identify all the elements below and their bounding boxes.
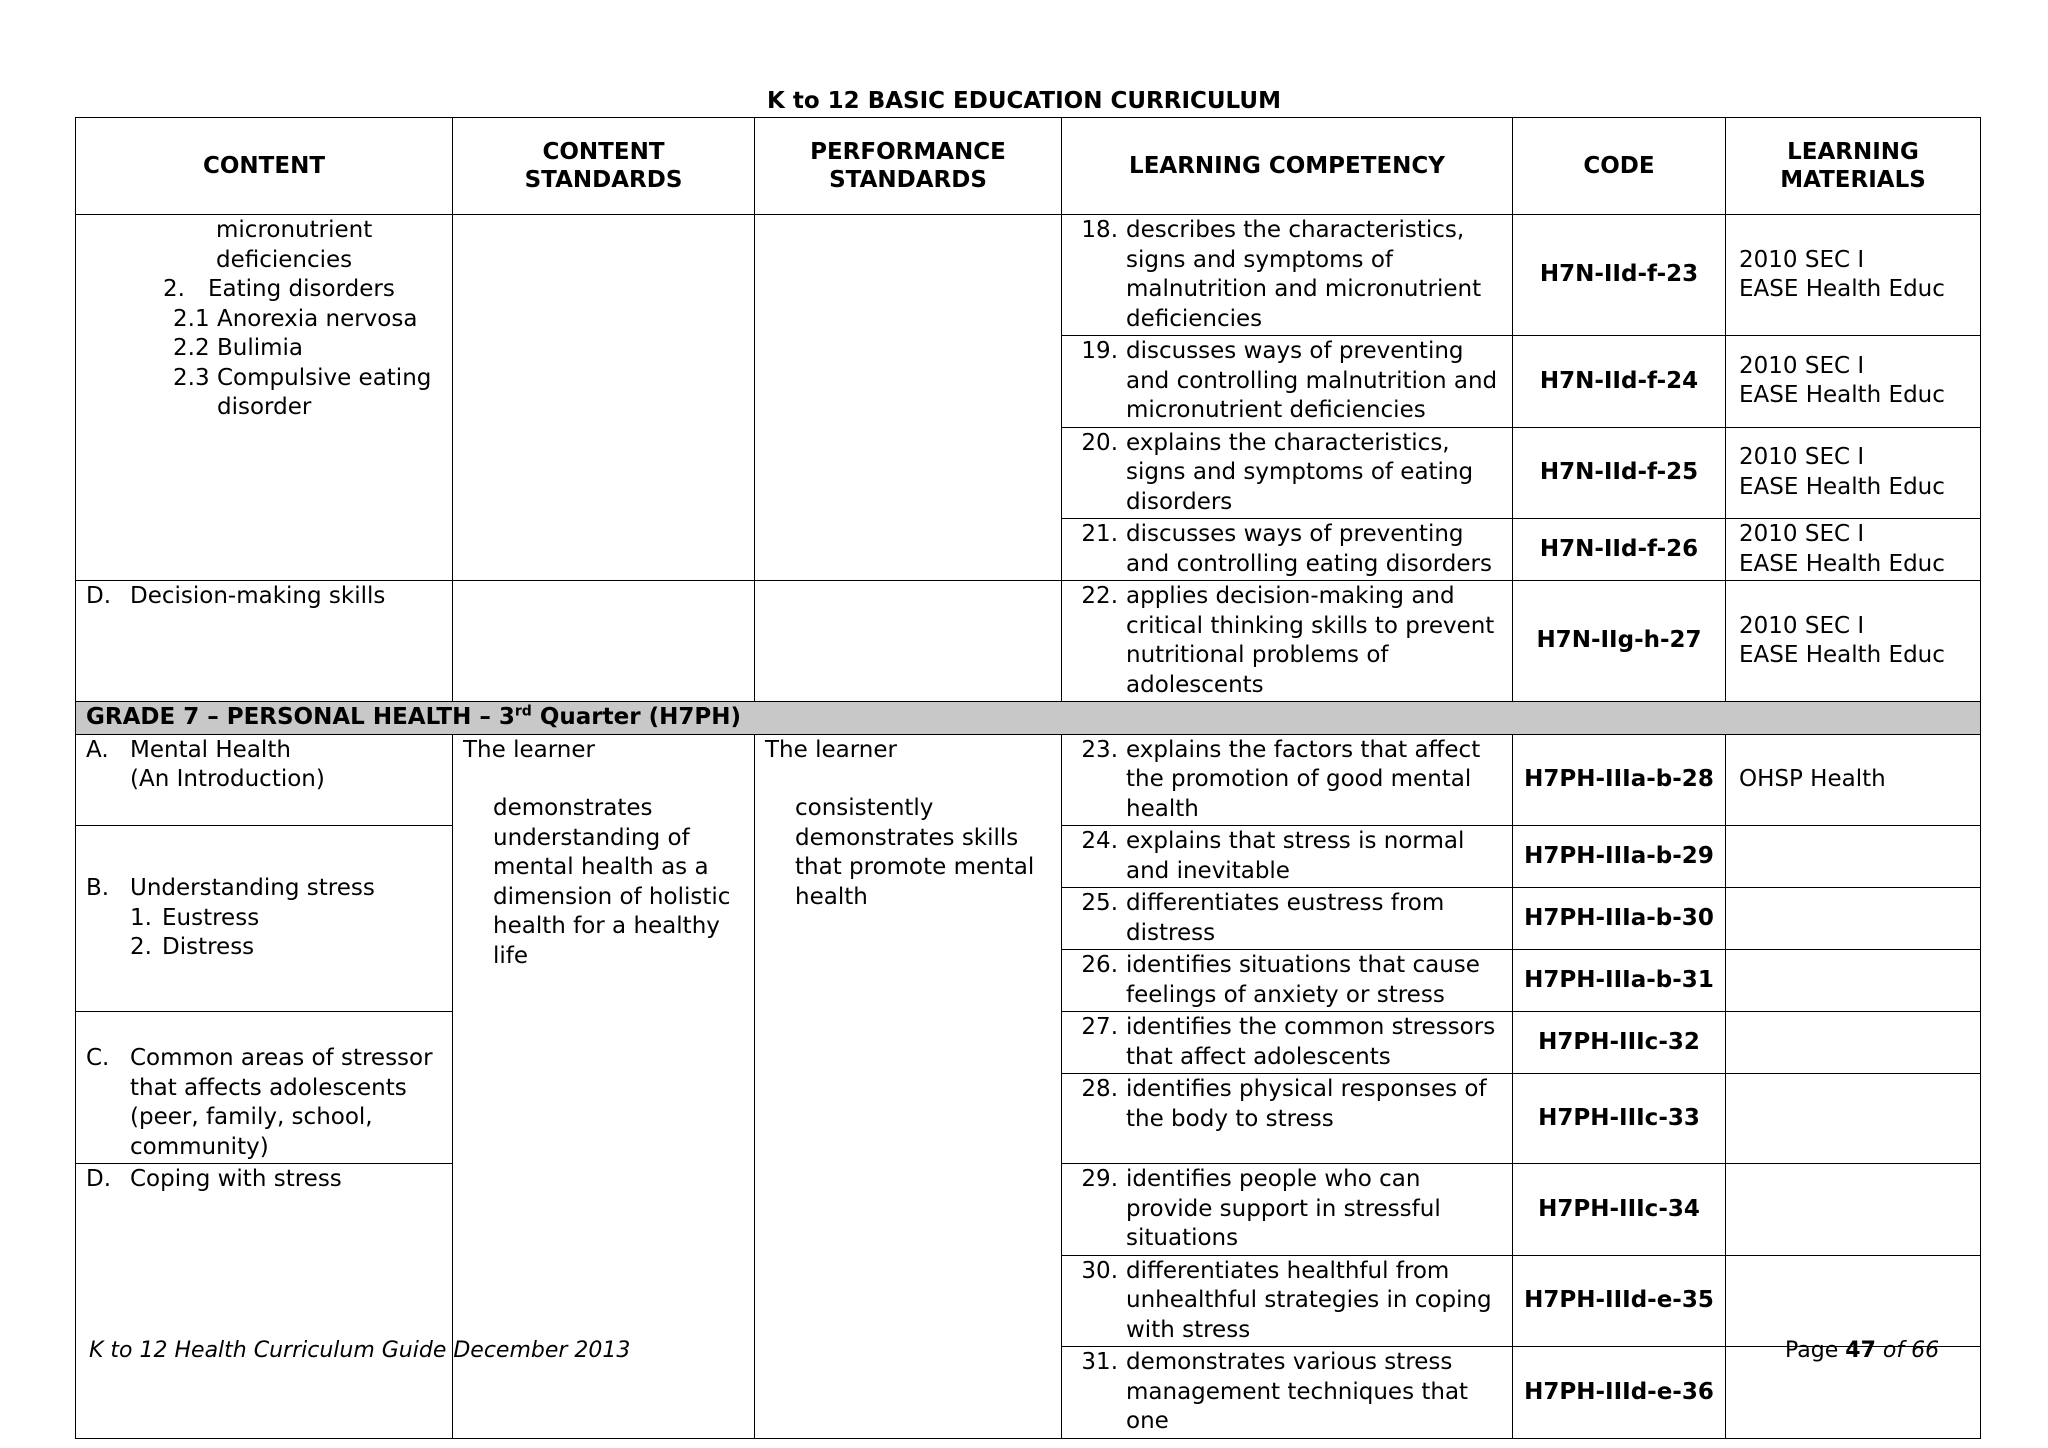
col-code: CODE — [1513, 118, 1726, 215]
content-cell: B. Understanding stress 1. Eustress 2. Distress — [76, 826, 453, 1012]
table-row — [76, 581, 1981, 702]
competency-cell: 20. explains the characteristics, signs and symptoms of eating disorders — [1062, 427, 1513, 519]
code-cell: H7N-IId-f-25 — [1513, 427, 1726, 519]
curriculum-table — [75, 117, 1981, 1439]
competency-cell: 25. differentiates eustress from distress — [1062, 888, 1513, 950]
code-cell: H7PH-IIIa-b-28 — [1513, 734, 1726, 826]
page-title: K to 12 BASIC EDUCATION CURRICULUM — [767, 88, 1281, 114]
content-cell: A. Mental Health (An Introduction) — [76, 734, 453, 826]
materials-cell: 2010 SEC I EASE Health Educ — [1726, 519, 1981, 581]
materials-cell — [1726, 1255, 1981, 1347]
code-cell: H7PH-IIIa-b-31 — [1513, 950, 1726, 1012]
materials-cell: 2010 SEC I EASE Health Educ — [1726, 336, 1981, 428]
content-standard-cell: The learner demonstrates understanding of mental health as a dimension of holistic health for a healthy life — [453, 734, 755, 1438]
materials-cell — [1726, 1074, 1981, 1164]
performance-standard-cell: The learner consistently demonstrates skills that promote mental health — [755, 734, 1062, 1438]
content-standard-cell — [453, 581, 755, 702]
content-cell: micronutrient deficiencies 2. Eating disorders 2.1 Anorexia nervosa 2.2 Bulimia 2.3 Compulsive eating disorder — [76, 215, 453, 581]
code-cell: H7PH-IIIc-32 — [1513, 1012, 1726, 1074]
footer-guide-title: K to 12 Health Curriculum Guide December 2013 — [89, 1338, 631, 1363]
code-cell: H7N-IId-f-24 — [1513, 336, 1726, 428]
code-cell: H7N-IId-f-26 — [1513, 519, 1726, 581]
content-cell: C. Common areas of stressor that affects adolescents (peer, family, school, community) — [76, 1012, 453, 1164]
competency-cell: 27. identifies the common stressors that affect adolescents — [1062, 1012, 1513, 1074]
materials-cell: 2010 SEC I EASE Health Educ — [1726, 215, 1981, 336]
footer-page-number: Page 47 of 66 — [1785, 1338, 1940, 1363]
code-cell: H7N-IId-f-23 — [1513, 215, 1726, 336]
competency-cell: 18. describes the characteristics, signs and symptoms of malnutrition and micronutrient deficiencies — [1062, 215, 1513, 336]
materials-cell — [1726, 826, 1981, 888]
materials-cell — [1726, 1164, 1981, 1256]
col-performance-standards: PERFORMANCE STANDARDS — [755, 118, 1062, 215]
performance-standard-cell — [755, 215, 1062, 581]
competency-cell: 19. discusses ways of preventing and controlling malnutrition and micronutrient deficiencies — [1062, 336, 1513, 428]
code-cell: H7PH-IIIc-33 — [1513, 1074, 1726, 1164]
competency-cell: 28. identifies physical responses of the body to stress — [1062, 1074, 1513, 1164]
content-cell: D. Decision-making skills — [76, 581, 453, 702]
header-row — [76, 118, 1981, 215]
quarter-band: GRADE 7 – PERSONAL HEALTH – 3rd Quarter (H7PH) — [76, 702, 1981, 735]
code-cell: H7PH-IIIa-b-29 — [1513, 826, 1726, 888]
competency-cell: 24. explains that stress is normal and inevitable — [1062, 826, 1513, 888]
col-content-standards: CONTENT STANDARDS — [453, 118, 755, 215]
content-standard-cell — [453, 215, 755, 581]
col-content: CONTENT — [76, 118, 453, 215]
code-cell: H7PH-IIId-e-35 — [1513, 1255, 1726, 1347]
col-learning-competency: LEARNING COMPETENCY — [1062, 118, 1513, 215]
competency-cell: 23. explains the factors that affect the promotion of good mental health — [1062, 734, 1513, 826]
code-cell: H7PH-IIIa-b-30 — [1513, 888, 1726, 950]
competency-cell: 26. identifies situations that cause feelings of anxiety or stress — [1062, 950, 1513, 1012]
code-cell: H7PH-IIIc-34 — [1513, 1164, 1726, 1256]
performance-standard-cell — [755, 581, 1062, 702]
code-cell: H7PH-IIId-e-36 — [1513, 1347, 1726, 1439]
content-cell: D. Coping with stress — [76, 1164, 453, 1439]
competency-cell: 22. applies decision-making and critical thinking skills to prevent nutritional problems of adolescents — [1062, 581, 1513, 702]
materials-cell: OHSP Health — [1726, 734, 1981, 826]
table-row — [76, 734, 1981, 826]
materials-cell — [1726, 950, 1981, 1012]
materials-cell — [1726, 888, 1981, 950]
competency-cell: 21. discusses ways of preventing and controlling eating disorders — [1062, 519, 1513, 581]
table-row — [76, 215, 1981, 336]
materials-cell: 2010 SEC I EASE Health Educ — [1726, 581, 1981, 702]
competency-cell: 29. identifies people who can provide support in stressful situations — [1062, 1164, 1513, 1256]
materials-cell: 2010 SEC I EASE Health Educ — [1726, 427, 1981, 519]
competency-cell: 30. differentiates healthful from unhealthful strategies in coping with stress — [1062, 1255, 1513, 1347]
col-learning-materials: LEARNING MATERIALS — [1726, 118, 1981, 215]
materials-cell — [1726, 1012, 1981, 1074]
code-cell: H7N-IIg-h-27 — [1513, 581, 1726, 702]
quarter-band-row — [76, 702, 1981, 735]
competency-cell: 31. demonstrates various stress management techniques that one — [1062, 1347, 1513, 1439]
